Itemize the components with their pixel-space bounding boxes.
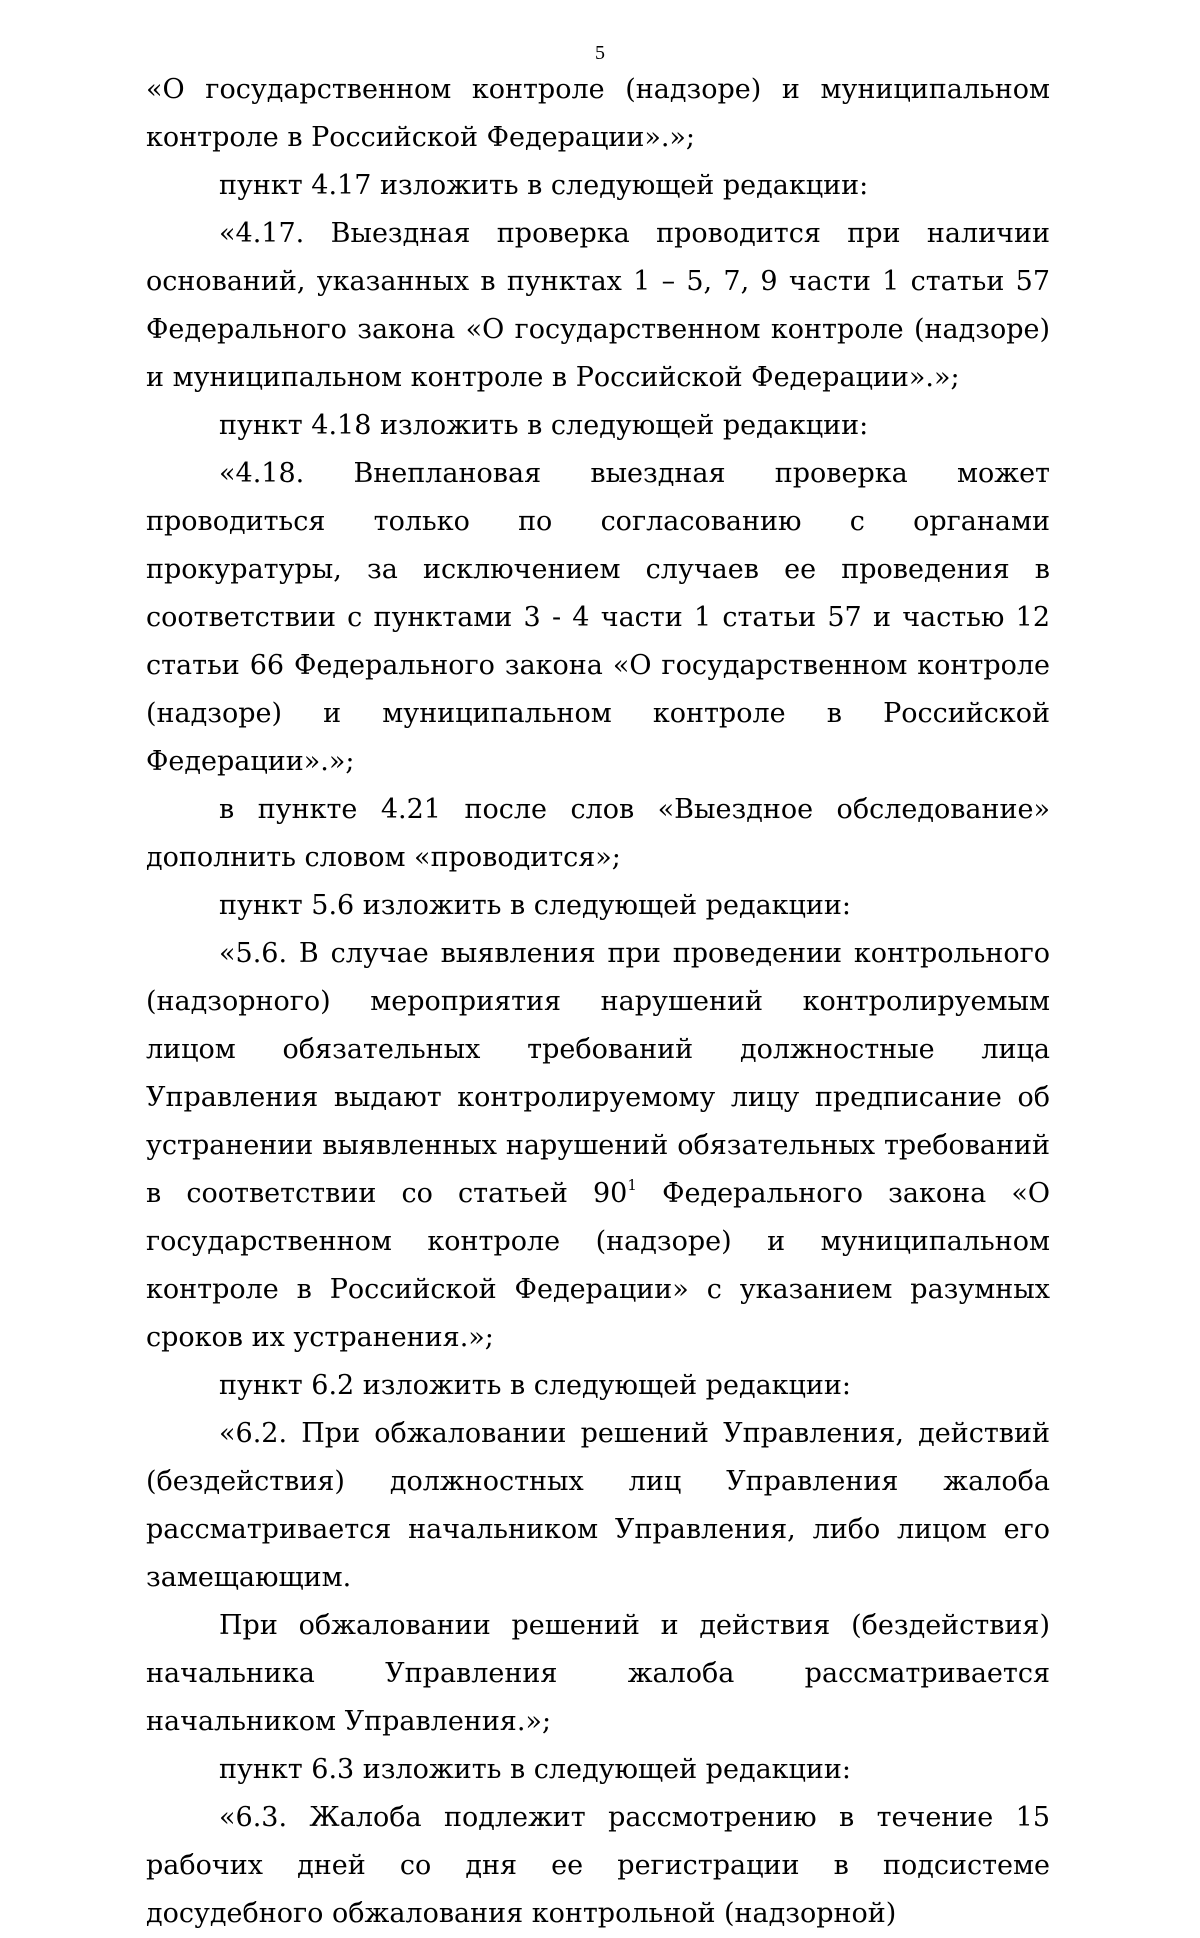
paragraph-13: «6.3. Жалоба подлежит рассмотрению в течение 15 рабочих дней со дня ее регистрации в подсистеме досудебного обжалования контрольной (надзорной) [146, 1802, 1050, 1929]
paragraph-5: «4.18. Внеплановая выездная проверка может проводиться только по согласованию с органами прокуратуры, за исключением случаев ее проведения в соответствии с пунктами 3 - 4 части 1 статьи 57 и частью 12 статьи 66 Федерального закона «О государственном контроле (надзоре) и муниципальном контроле в Российской Федерации».»; [146, 458, 1050, 777]
paragraph-2: пункт 4.17 изложить в следующей редакции: [219, 170, 869, 201]
paragraph-10: «6.2. При обжаловании решений Управления, действий (бездействия) должностных лиц Управления жалоба рассматривается начальником Управления, либо лицом его замещающим. [146, 1418, 1050, 1593]
paragraph-8-part-a: «5.6. В случае выявления при проведении контрольного (надзорного) мероприятия нарушений контролируемым лицом обязательных требований должностные лица Управления выдают контролируемому лицу предписание об устранении выявленных нарушений обязательных требований в соответствии со статьей 90 [146, 938, 1050, 1209]
paragraph-1: «О государственном контроле (надзоре) и муниципальном контроле в Российской Федерации».»; [146, 74, 1050, 153]
superscript-index: 1 [627, 1176, 637, 1194]
paragraph-6: в пункте 4.21 после слов «Выездное обследование» дополнить словом «проводится»; [146, 794, 1050, 873]
paragraph-9: пункт 6.2 изложить в следующей редакции: [219, 1370, 851, 1401]
paragraph-3: «4.17. Выездная проверка проводится при наличии оснований, указанных в пунктах 1 – 5, 7, 9 части 1 статьи 57 Федерального закона «О государственном контроле (надзоре) и муниципальном контроле в Российской Федерации».»; [146, 218, 1050, 393]
paragraph-4: пункт 4.18 изложить в следующей редакции: [219, 410, 869, 441]
paragraph-8-part-b: Федерального закона «О государственном контроле (надзоре) и муниципальном контроле в Российской Федерации» с указанием разумных сроков их устранения.»; [146, 1178, 1050, 1353]
paragraph-11: При обжаловании решений и действия (бездействия) начальника Управления жалоба рассматривается начальником Управления.»; [146, 1610, 1050, 1737]
document-body [146, 66, 1050, 1938]
paragraph-12: пункт 6.3 изложить в следующей редакции: [219, 1754, 851, 1785]
paragraph-8 [146, 930, 1050, 1362]
paragraph-7: пункт 5.6 изложить в следующей редакции: [219, 890, 851, 921]
page-number: 5 [595, 42, 605, 64]
